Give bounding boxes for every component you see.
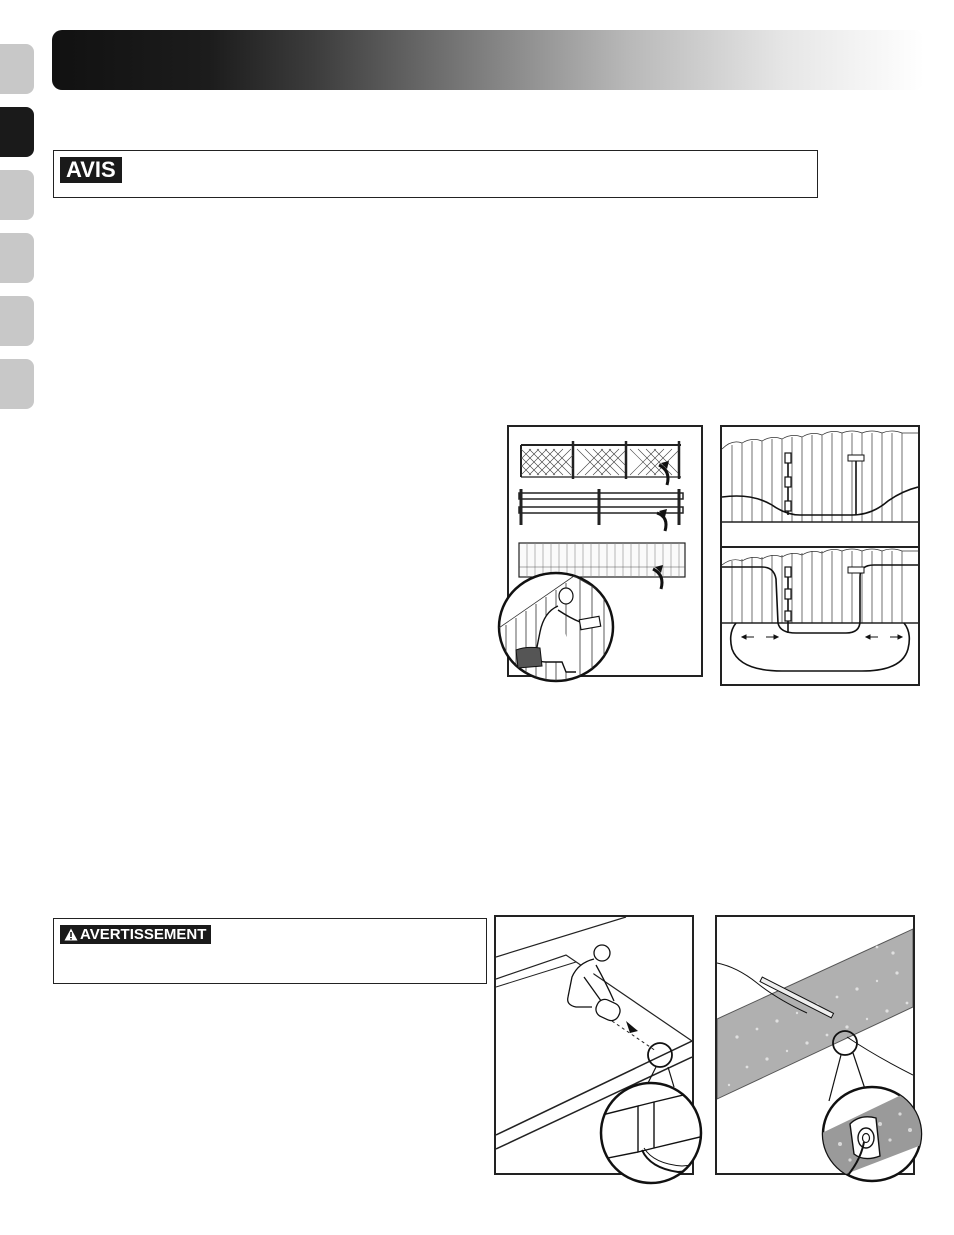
warning-triangle-icon — [64, 928, 78, 941]
warning-label-badge — [60, 925, 211, 944]
warning-label: AVERTISSEMENT — [80, 926, 207, 943]
sidebar-tab-5[interactable] — [0, 296, 34, 346]
warning-notice-box — [53, 918, 487, 984]
sidebar-tab-3[interactable] — [0, 170, 34, 220]
walkway-tube-magnifier — [820, 1084, 924, 1184]
avis-notice-box — [53, 150, 818, 198]
sidebar-tab-6[interactable] — [0, 359, 34, 409]
section-header-bar — [52, 30, 924, 90]
driveway-groove-magnifier — [598, 1080, 704, 1186]
wire-routing-fence-diagram — [720, 425, 920, 686]
avis-label: AVIS — [60, 157, 122, 183]
installer-magnifier-circle — [496, 570, 616, 685]
sidebar-tab-1[interactable] — [0, 44, 34, 94]
sidebar-tab-4[interactable] — [0, 233, 34, 283]
sidebar-tab-2-active[interactable] — [0, 107, 34, 157]
